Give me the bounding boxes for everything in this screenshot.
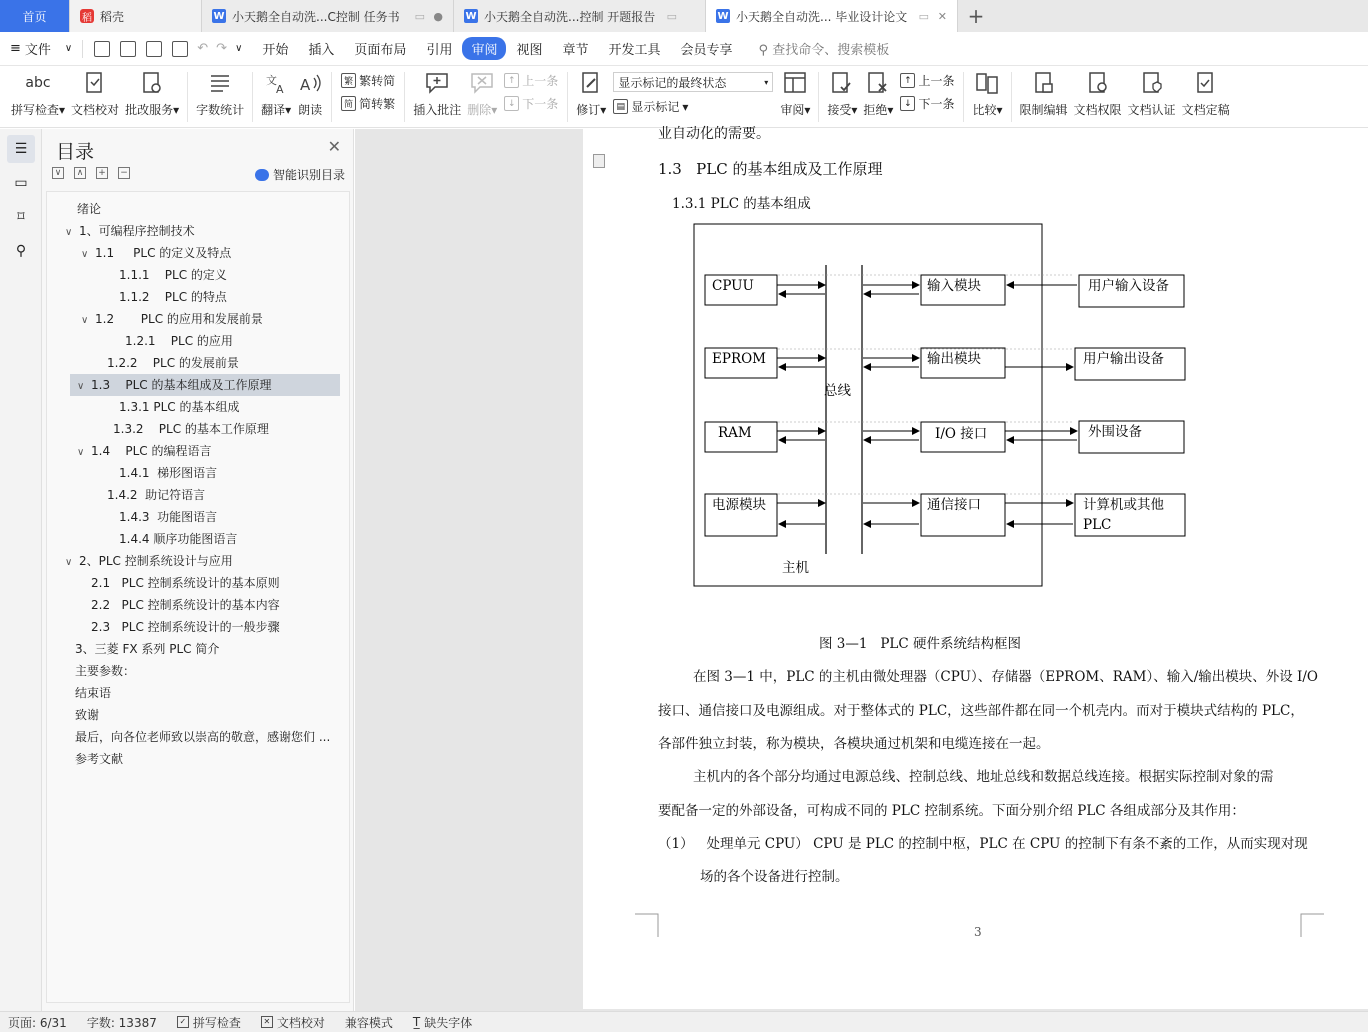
body-paragraph-line: 要配备一定的外部设备，可构成不同的 PLC 控制系统。下面分别介绍 PLC 各组成部分及其作用：	[658, 803, 1245, 819]
word-count-button[interactable]	[193, 66, 247, 118]
corner-mark	[1300, 913, 1324, 937]
review-pane-label: 审阅	[780, 103, 805, 117]
toc-item-label: 1.4.4 顺序功能图语言	[119, 532, 238, 546]
tab-home-label: 首页	[22, 9, 47, 24]
writer-icon: W	[717, 10, 729, 22]
user-output-label: 用户输出设备	[1083, 351, 1164, 367]
bookmark-icon: ⌑	[17, 209, 25, 225]
toc-item[interactable]	[47, 638, 219, 660]
toc-item[interactable]	[47, 198, 101, 220]
toc-item-label: 致谢	[75, 708, 100, 722]
page-indicator[interactable]: 页面: 6/31	[8, 1015, 67, 1030]
toc-item-label: 2、PLC 控制系统设计与应用	[79, 554, 233, 568]
body-paragraph-line: 场的各个设备进行控制。	[700, 869, 849, 885]
tab-doc-proposal-label: 小天鹅全自动洗...控制 开题报告	[484, 9, 656, 24]
remove-level-icon[interactable]: −	[118, 167, 130, 179]
track-changes-icon	[578, 70, 604, 96]
show-markup-icon: ▤	[613, 99, 628, 114]
next-comment-label: 下一条	[522, 97, 559, 111]
tab-daoke-label: 稻壳	[100, 9, 125, 24]
trad-to-simp-label: 繁转简	[359, 74, 396, 88]
paragraph-menu-icon[interactable]	[593, 154, 605, 168]
toc-item[interactable]	[47, 330, 233, 352]
toc-rail-button[interactable]	[7, 135, 35, 163]
undo-icon[interactable]: ↶	[197, 41, 209, 56]
body-paragraph-line: （1） 处理单元 CPU） CPU 是 PLC 的控制中枢，PLC 在 CPU 的控制下有条不紊的工作，从而实现对现	[658, 836, 1308, 852]
plus-icon: +	[967, 4, 985, 28]
toc-item[interactable]	[47, 418, 269, 440]
simp-to-trad-icon: 简	[341, 96, 356, 111]
doc-finalize-button[interactable]	[1179, 66, 1233, 118]
save-icon[interactable]	[94, 41, 110, 57]
toc-item-label: 1.4 PLC 的编程语言	[91, 444, 212, 458]
toc-item[interactable]	[47, 726, 330, 748]
tab-doc-thesis[interactable]	[706, 0, 958, 32]
chevron-down-icon[interactable]: ∨	[65, 227, 73, 238]
toc-item-label: 2.3 PLC 控制系统设计的一般步骤	[91, 620, 280, 634]
compare-label: 比较	[972, 103, 997, 117]
add-level-icon[interactable]: +	[96, 167, 108, 179]
toc-item-label: 1.2.1 PLC 的应用	[125, 334, 233, 348]
permission-icon	[1085, 70, 1111, 96]
font-icon: T̲	[412, 1015, 421, 1029]
check-icon: ✓	[177, 1016, 189, 1028]
spell-check-label: 拼写检查	[11, 103, 60, 117]
word-count-label: 字数统计	[196, 103, 245, 117]
writer-icon: W	[213, 10, 225, 22]
divider	[404, 72, 405, 122]
menu-bar	[0, 32, 1368, 66]
status-doccheck-label: 文档校对	[276, 1015, 325, 1030]
finalize-icon	[1193, 70, 1219, 96]
hamburger-icon[interactable]: ≡	[10, 41, 21, 56]
body-paragraph-line: 在图 3—1 中，PLC 的主机由微处理器（CPU）、存储器（EPROM、RAM）、输入/输出模块、外设 I/O	[693, 669, 1319, 685]
body-paragraph-line: 主机内的各个部分均通过电源总线、控制总线、地址总线和数据总线连接。根据实际控制对象的需	[693, 769, 1274, 785]
more-icon[interactable]: ∨	[235, 43, 243, 54]
restrict-edit-button[interactable]	[1017, 66, 1071, 118]
reject-label: 拒绝	[863, 103, 888, 117]
ram-label: RAM	[718, 425, 752, 441]
toc-item-label: 2.2 PLC 控制系统设计的基本内容	[91, 598, 280, 612]
doc-check-icon	[82, 70, 108, 96]
print-icon[interactable]	[146, 41, 162, 57]
doc-permission-button[interactable]	[1071, 66, 1125, 118]
insert-comment-label: 插入批注	[413, 103, 462, 117]
search-icon: ⚲	[15, 243, 27, 259]
doc-certify-label: 文档认证	[1127, 103, 1176, 117]
menu-start[interactable]: 开始	[262, 43, 289, 58]
next-comment-icon: ↓	[504, 96, 519, 111]
markup-state-value: 显示标记的最终状态	[618, 75, 727, 90]
toc-panel	[42, 129, 354, 1011]
toc-item-label: 1.3 PLC 的基本组成及工作原理	[91, 378, 272, 392]
read-aloud-icon	[297, 70, 323, 96]
compare-icon	[974, 70, 1000, 96]
toc-item[interactable]	[47, 484, 205, 506]
doc-certify-button[interactable]	[1125, 66, 1179, 118]
toc-item[interactable]	[47, 616, 280, 638]
prev-comment-label: 上一条	[522, 74, 559, 88]
prev-comment-button[interactable]	[504, 72, 558, 89]
body-paragraph-line: 接口、通信接口及电源组成。对于整体式的 PLC，这些部件都在同一个机壳内。而对于模块式结构的 PLC，	[658, 703, 1304, 719]
figure-caption: 图 3—1 PLC 硬件系统结构框图	[819, 636, 1022, 652]
toc-item[interactable]	[47, 286, 227, 308]
read-aloud-label: 朗读	[298, 103, 323, 117]
toc-item-label: 主要参数：	[75, 664, 136, 678]
batch-service-icon	[139, 70, 165, 96]
toc-item[interactable]	[47, 660, 135, 682]
document-page[interactable]	[583, 126, 1368, 1009]
chevron-down-icon[interactable]: ∨	[77, 447, 85, 458]
document-canvas[interactable]	[355, 126, 1368, 1011]
menu-member[interactable]: 会员专享	[680, 43, 733, 58]
prev-comment-icon: ↑	[504, 73, 519, 88]
eprom-label: EPROM	[712, 351, 766, 367]
translate-icon	[263, 70, 289, 96]
toc-item[interactable]	[47, 352, 239, 374]
show-markup-button[interactable]: ▤ 显示标记 ▾	[613, 98, 773, 115]
toc-item-label: 1.3.2 PLC 的基本工作原理	[113, 422, 269, 436]
io-port-label: I/O 接口	[935, 426, 988, 442]
print-preview-icon[interactable]	[172, 41, 188, 57]
prev-change-icon: ↑	[900, 73, 915, 88]
toc-item-label: 1.4.2 助记符语言	[107, 488, 206, 502]
divider	[963, 72, 964, 122]
status-spell-label: 拼写检查	[192, 1015, 241, 1030]
toc-item-label: 1.2 PLC 的应用和发展前景	[95, 312, 263, 326]
divider	[331, 72, 332, 122]
review-ribbon	[0, 66, 1368, 128]
close-icon[interactable]: ✕	[937, 9, 947, 23]
folder-icon: ▭	[14, 175, 28, 191]
certify-icon	[1139, 70, 1165, 96]
tab-doc-thesis-label: 小天鹅全自动洗... 毕业设计论文	[736, 9, 908, 24]
toc-item[interactable]	[70, 374, 340, 396]
doc-check-label: 文档校对	[71, 103, 120, 117]
status-doc-check[interactable]	[251, 1014, 335, 1031]
translate-label: 翻译	[261, 103, 286, 117]
accept-button[interactable]: 接受▾	[824, 66, 860, 118]
cloud-sync-icon: ▭	[666, 9, 677, 23]
menu-view[interactable]: 视图	[516, 43, 543, 58]
search-icon: ⚲	[758, 43, 769, 58]
power-label: 电源模块	[712, 497, 766, 513]
toc-item[interactable]	[47, 242, 231, 264]
heading-section: 1.3 PLC 的基本组成及工作原理	[658, 160, 883, 178]
compare-button[interactable]: 比较▾	[969, 66, 1005, 118]
chevron-down-icon: ▾	[764, 77, 769, 87]
chevron-down-icon[interactable]: ∨	[81, 315, 89, 326]
change-nav-group	[896, 66, 958, 112]
chevron-down-icon[interactable]: ∨	[81, 249, 89, 260]
toc-item[interactable]	[47, 220, 195, 242]
output-module-label: 输出模块	[927, 351, 981, 367]
toc-item[interactable]	[47, 550, 233, 572]
reject-icon	[865, 70, 891, 96]
translate-button[interactable]: 文 A 翻译▾	[258, 66, 294, 118]
expand-up-icon[interactable]: ∧	[74, 167, 86, 179]
toc-item-label: 1.2.2 PLC 的发展前景	[107, 356, 239, 370]
accept-label: 接受	[827, 103, 852, 117]
peripheral-label: 外围设备	[1088, 424, 1142, 440]
spell-check-button[interactable]: abc 拼写检查▾	[8, 66, 68, 118]
track-changes-label: 修订	[576, 103, 601, 117]
tab-dot-icon[interactable]: ●	[433, 9, 443, 23]
menu-references[interactable]: 引用	[426, 43, 453, 58]
compat-mode[interactable]: 兼容模式	[344, 1015, 393, 1030]
toc-item-label: 参考文献	[75, 752, 124, 766]
toc-item-label: 最后，向各位老师致以崇高的敬意，感谢您们 ...	[75, 730, 331, 744]
track-changes-button[interactable]: 修订▾	[573, 66, 609, 118]
delete-comment-icon	[469, 70, 495, 96]
comment-nav-group	[500, 66, 562, 112]
menu-review[interactable]: 审阅	[462, 37, 506, 60]
tab-home[interactable]	[0, 0, 70, 32]
toc-item[interactable]	[47, 264, 227, 286]
doc-check-button[interactable]	[68, 66, 122, 118]
doc-finalize-label: 文档定稿	[1181, 103, 1230, 117]
divider	[252, 72, 253, 122]
chevron-down-icon[interactable]: ∨	[77, 381, 85, 392]
menu-developer[interactable]: 开发工具	[608, 43, 661, 58]
toc-controls	[52, 167, 130, 179]
trad-to-simp-button[interactable]	[341, 72, 395, 89]
toc-item[interactable]	[47, 440, 211, 462]
toc-item[interactable]	[47, 748, 123, 770]
computer-label: 计算机或其他	[1083, 497, 1164, 513]
user-input-label: 用户输入设备	[1088, 278, 1169, 294]
read-aloud-button[interactable]	[294, 66, 326, 118]
command-search[interactable]	[743, 36, 900, 61]
prev-change-label: 上一条	[918, 74, 955, 88]
toc-list	[46, 191, 350, 1003]
heading-subsection: 1.3.1 PLC 的基本组成	[672, 196, 811, 212]
file-menu[interactable]: 文件	[24, 43, 51, 58]
tab-daoke[interactable]	[70, 0, 202, 32]
bus-label: 总线	[824, 383, 851, 399]
next-change-icon: ↓	[900, 96, 915, 111]
trad-to-simp-icon: 繁	[341, 73, 356, 88]
cpu-label: CPUU	[712, 278, 754, 294]
page-number: 3	[974, 925, 982, 939]
toc-item-label: 结束语	[75, 686, 112, 700]
comment-icon	[424, 70, 450, 96]
smart-toc-button[interactable]	[255, 166, 345, 183]
chinese-conversion-group	[337, 66, 399, 112]
toc-item[interactable]	[47, 572, 280, 594]
reject-button[interactable]: 拒绝▾	[860, 66, 896, 118]
plc-diagram	[693, 222, 1193, 592]
toc-item[interactable]	[47, 462, 217, 484]
svg-text:A: A	[300, 76, 311, 94]
corner-mark	[635, 913, 659, 937]
tab-doc-task[interactable]	[202, 0, 454, 32]
restrict-edit-label: 限制编辑	[1019, 103, 1068, 117]
search-rail-button[interactable]	[7, 237, 35, 265]
missing-font-label: 缺失字体	[424, 1015, 473, 1030]
toc-item-label: 绪论	[77, 202, 102, 216]
export-icon[interactable]	[120, 41, 136, 57]
prev-change-button[interactable]	[900, 72, 954, 89]
review-pane-icon	[782, 70, 808, 96]
toc-item-label: 1.3.1 PLC 的基本组成	[119, 400, 240, 414]
toc-item[interactable]	[47, 506, 217, 528]
bookmark-rail-button[interactable]	[7, 203, 35, 231]
toc-item-label: 1.4.1 梯形图语言	[119, 466, 218, 480]
tab-bar	[0, 0, 1368, 32]
toc-title: 目录	[56, 141, 95, 163]
simp-to-trad-button[interactable]	[341, 95, 395, 112]
chevron-down-icon[interactable]: ∨	[64, 43, 73, 54]
close-icon[interactable]: ✕	[327, 137, 341, 156]
toc-item[interactable]	[47, 308, 263, 330]
status-bar	[0, 1011, 1368, 1032]
show-markup-label: 显示标记	[631, 100, 680, 114]
tab-doc-task-label: 小天鹅全自动洗...C控制 任务书	[232, 9, 400, 24]
toc-item[interactable]	[47, 682, 111, 704]
delete-comment-label: 删除	[467, 103, 492, 117]
toc-item[interactable]	[47, 594, 280, 616]
divider	[82, 40, 83, 58]
toc-item[interactable]	[47, 528, 237, 550]
doc-permission-label: 文档权限	[1073, 103, 1122, 117]
toc-icon: ☰	[14, 141, 28, 157]
next-comment-button[interactable]	[504, 95, 558, 112]
review-pane-button[interactable]: 审阅▾	[777, 66, 813, 118]
divider	[818, 72, 819, 122]
plc-label: PLC	[1083, 517, 1112, 533]
lock-icon	[1031, 70, 1057, 96]
status-spell-check[interactable]	[167, 1014, 251, 1031]
accept-icon	[829, 70, 855, 96]
x-box-icon: ✕	[261, 1016, 273, 1028]
batch-service-label: 批改服务	[125, 103, 174, 117]
word-count-icon	[207, 70, 233, 96]
divider	[567, 72, 568, 122]
chevron-down-icon[interactable]: ∨	[65, 557, 73, 568]
writer-icon: W	[465, 10, 477, 22]
left-rail	[0, 129, 42, 1011]
toc-item-label: 3、三菱 FX 系列 PLC 简介	[75, 642, 220, 656]
host-label: 主机	[782, 560, 809, 576]
toc-item-label: 1、可编程序控制技术	[79, 224, 195, 238]
next-change-label: 下一条	[918, 97, 955, 111]
markup-group	[609, 66, 777, 115]
insert-comment-button[interactable]	[410, 66, 464, 118]
command-search-placeholder: 查找命令、搜索模板	[772, 43, 890, 58]
input-module-label: 输入模块	[927, 278, 981, 294]
cloud-sync-icon: ▭	[918, 9, 929, 23]
spell-check-icon: abc	[25, 75, 51, 91]
body-paragraph-line: 各部件独立封装，称为模块，各模块通过机架和电缆连接在一起。	[658, 736, 1050, 752]
batch-service-button[interactable]: 批改服务▾	[122, 66, 182, 118]
svg-text:文: 文	[266, 74, 278, 87]
word-count-indicator[interactable]: 字数: 13387	[86, 1015, 157, 1030]
toc-item-label: 1.1.1 PLC 的定义	[119, 268, 227, 282]
delete-comment-button[interactable]: 删除▾	[464, 66, 500, 118]
divider	[187, 72, 188, 122]
divider	[1011, 72, 1012, 122]
toc-item-label: 1.1.2 PLC 的特点	[119, 290, 227, 304]
redo-icon[interactable]: ↷	[216, 41, 228, 56]
toc-item[interactable]	[47, 704, 99, 726]
smart-icon	[255, 169, 269, 181]
toc-item-label: 2.1 PLC 控制系统设计的基本原则	[91, 576, 280, 590]
cut-line: 业自动化的需要。	[658, 126, 770, 142]
next-change-button[interactable]	[900, 95, 954, 112]
daoke-icon: 稻	[80, 9, 94, 23]
menu-insert[interactable]: 插入	[308, 43, 335, 58]
tab-doc-proposal[interactable]	[454, 0, 706, 32]
chapter-rail-button[interactable]	[7, 169, 35, 197]
missing-font[interactable]	[403, 1014, 482, 1031]
toc-item[interactable]	[47, 396, 239, 418]
svg-text:A: A	[276, 83, 284, 96]
comm-port-label: 通信接口	[927, 497, 981, 513]
menu-layout[interactable]: 页面布局	[354, 43, 407, 58]
cloud-sync-icon: ▭	[414, 9, 425, 23]
markup-state-select[interactable]	[613, 72, 773, 92]
simp-to-trad-label: 简转繁	[359, 97, 396, 111]
smart-toc-label: 智能识别目录	[272, 168, 345, 182]
menu-chapter[interactable]: 章节	[562, 43, 589, 58]
toc-item-label: 1.4.3 功能图语言	[119, 510, 218, 524]
collapse-all-icon[interactable]: ∨	[52, 167, 64, 179]
toc-item-label: 1.1 PLC 的定义及特点	[95, 246, 232, 260]
new-tab-button[interactable]	[958, 0, 994, 32]
